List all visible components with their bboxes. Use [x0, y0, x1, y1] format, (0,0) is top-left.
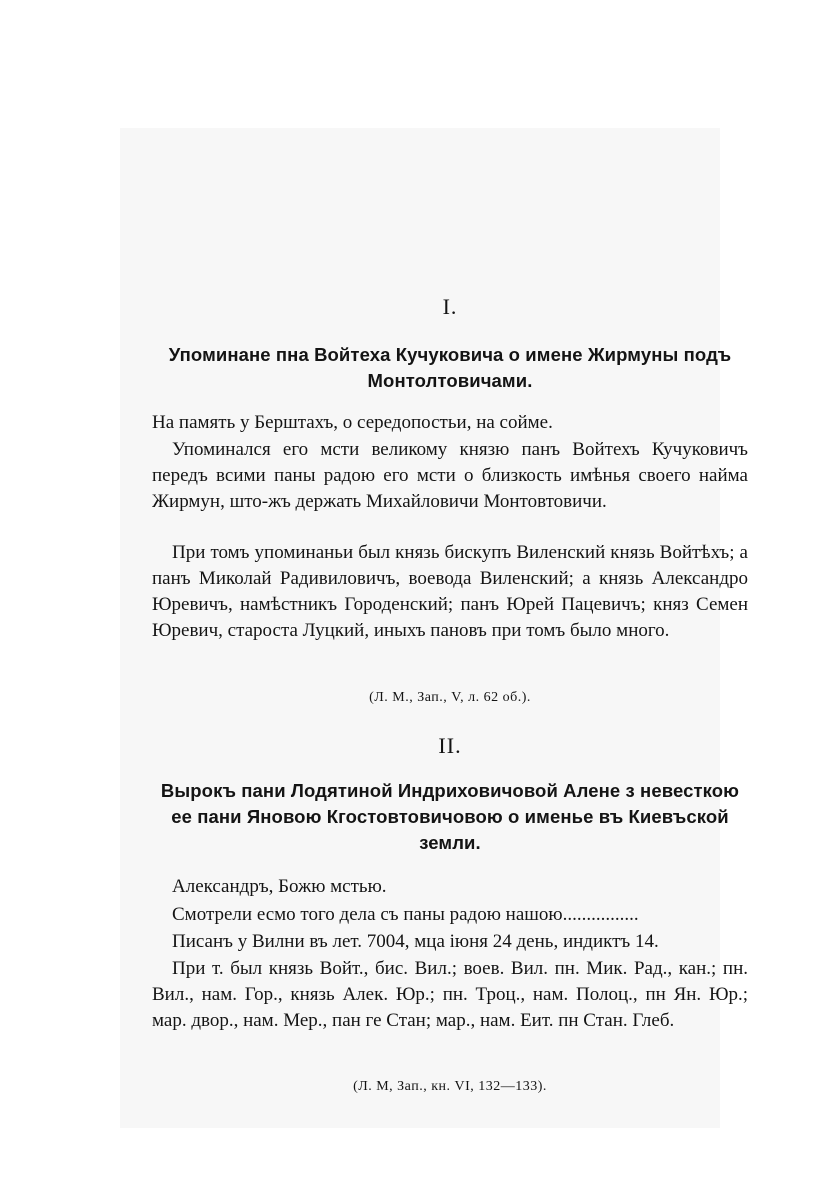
section-1-reference: (Л. М., Зап., V, л. 62 об.).	[369, 690, 531, 705]
section-2-paragraph-2: Смотрели есмо того дела съ паны радою нашою................	[172, 904, 639, 925]
section-2-reference: (Л. М, Зап., кн. VI, 132—133).	[353, 1079, 547, 1094]
section-1-paragraph-2: Упоминался его мсти великому князю панъ Войтехъ Кучуковичъ передъ всими паны радою его мсти о близкость имѣнья своего найма Жирмун, што-жъ держать Михайловичи Монтовтовичи.	[152, 439, 748, 512]
section-2-paragraph-1: Александръ, Божю мстью.	[172, 876, 387, 897]
section-2-paragraph-3: Писанъ у Вилни въ лет. 7004, мца iюня 24 день, индиктъ 14.	[172, 931, 659, 952]
section-2-numeral: II.	[438, 733, 462, 758]
section-1-numeral: I.	[442, 294, 458, 319]
section-2-title: Вырокъ пани Лодятиной Индриховичовой Алене з невесткою ее пани Яновою Кгостовтовичовою о именье въ Киевъской земли.	[160, 780, 740, 853]
section-2-paragraph-4: При т. был князь Войт., бис. Вил.; воев. Вил. пн. Мик. Рад., кан.; пн. Вил., нам. Гор., князь Алек. Юр.; пн. Троц., нам. Полоц., пн Ян. Юр.; мар. двор., нам. Мер., пан ге Стан; мар., нам. Еит. пн Стан. Глеб.	[152, 958, 748, 1031]
section-1-title: Упоминане пна Войтеха Кучуковича о имене Жирмуны подъ Монтолтовичами.	[168, 344, 732, 391]
section-1-paragraph-3: При томъ упоминаньи был князь бискупъ Виленский князь Войтѣхъ; а панъ Миколай Радивиловичъ, воевода Виленский; а князь Александро Юревичъ, намѣстникъ Городенский; панъ Юрей Пацевичъ; княз Семен Юревич, староста Луцкий, иныхъ пановъ при томъ было много.	[152, 542, 748, 641]
section-1-paragraph-1: На память у Берштахъ, о середопостьи, на сойме.	[152, 412, 553, 433]
